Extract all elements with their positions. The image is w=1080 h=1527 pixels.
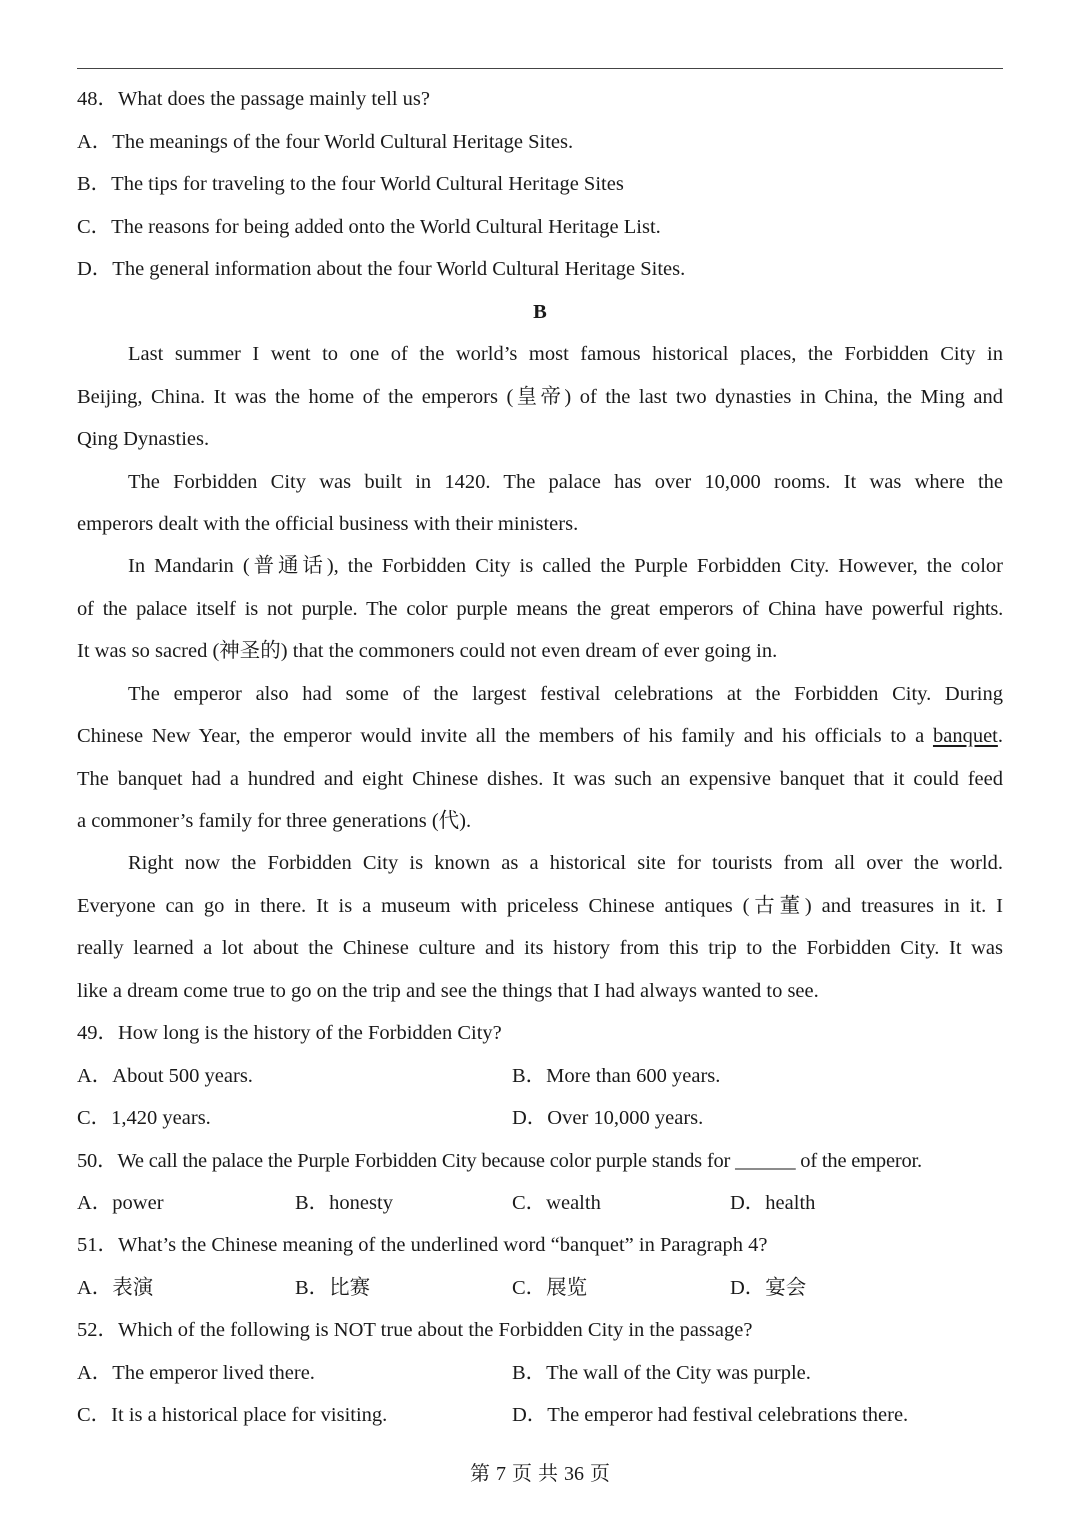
p4-line3: The banquet had a hundred and eight Chinese dishes. It was such an expensive banquet that it could feed: [77, 768, 1003, 790]
p3-line1: In Mandarin (普通话), the Forbidden City is called the Purple Forbidden City. However, the color: [128, 555, 1003, 577]
p4-line4: a commoner’s family for three generations (代).: [77, 810, 472, 832]
q48-option-d: D．The general information about the four World Cultural Heritage Sites.: [77, 258, 686, 280]
q52-stem: 52．Which of the following is NOT true about the Forbidden City in the passage?: [77, 1319, 753, 1341]
underlined-word-banquet: banquet: [932, 725, 998, 747]
footer-total-pages: 36: [564, 1463, 584, 1485]
p3-line3: It was so sacred (神圣的) that the commoners could not even dream of ever going in.: [77, 640, 778, 662]
q49-option-a: A．About 500 years.: [77, 1065, 253, 1087]
q51-option-c: C．展览: [512, 1277, 588, 1299]
q52-option-d: D．The emperor had festival celebrations there.: [512, 1404, 909, 1426]
p1-line2: Beijing, China. It was the home of the emperors (皇帝) of the last two dynasties in China, the Ming and: [77, 386, 1003, 408]
q50-option-d: D．health: [730, 1192, 816, 1214]
p5-line2: Everyone can go in there. It is a museum with priceless Chinese antiques (古董) and treasures in it. I: [77, 895, 1003, 917]
p5-line3: really learned a lot about the Chinese culture and its history from this trip to the Forbidden City. It was: [77, 937, 1003, 959]
q49-option-b: B．More than 600 years.: [512, 1065, 721, 1087]
q52-option-a: A．The emperor lived there.: [77, 1362, 315, 1384]
section-b-heading: B: [533, 301, 547, 323]
q52-option-c: C．It is a historical place for visiting.: [77, 1404, 388, 1426]
p4-line2-end: .: [997, 725, 1003, 747]
p4-line1: The emperor also had some of the largest festival celebrations at the Forbidden City. During: [128, 683, 1003, 705]
header-rule: [77, 68, 1003, 69]
p3-line2: of the palace itself is not purple. The color purple means the great emperors of China have powerful rights.: [77, 598, 1003, 620]
q48-option-b: B．The tips for traveling to the four World Cultural Heritage Sites: [77, 173, 624, 195]
footer-ye2: 页: [590, 1463, 610, 1485]
p1-line1: Last summer I went to one of the world’s most famous historical places, the Forbidden City in: [128, 343, 1003, 365]
footer-page-number: 7: [496, 1463, 506, 1485]
q48-stem: 48．What does the passage mainly tell us?: [77, 88, 430, 110]
q48-option-a: A．The meanings of the four World Cultural Heritage Sites.: [77, 131, 574, 153]
footer-gong: 共: [538, 1463, 558, 1485]
p5-line4: like a dream come true to go on the trip and see the things that I had always wanted to see.: [77, 980, 819, 1002]
footer-di: 第: [470, 1463, 490, 1485]
q50-stem: 50．We call the palace the Purple Forbidden City because color purple stands for ______ of the emperor.: [77, 1150, 922, 1172]
q49-option-d: D．Over 10,000 years.: [512, 1107, 704, 1129]
q49-stem: 49．How long is the history of the Forbidden City?: [77, 1022, 502, 1044]
p5-line1: Right now the Forbidden City is known as a historical site for tourists from all over the world.: [128, 852, 1003, 874]
p2-line1: The Forbidden City was built in 1420. The palace has over 10,000 rooms. It was where the: [128, 471, 1003, 493]
q52-option-b: B．The wall of the City was purple.: [512, 1362, 811, 1384]
p4-line2: [77, 721, 1003, 751]
q50-option-a: A．power: [77, 1192, 164, 1214]
page-footer: [0, 1459, 1080, 1489]
q51-stem: 51．What’s the Chinese meaning of the underlined word “banquet” in Paragraph 4?: [77, 1234, 768, 1256]
q51-option-d: D．宴会: [730, 1277, 807, 1299]
q51-option-a: A．表演: [77, 1277, 154, 1299]
p4-line2-text: Chinese New Year, the emperor would invite all the members of his family and his officials to a: [77, 725, 933, 747]
footer-ye: 页: [512, 1463, 532, 1485]
q50-option-c: C．wealth: [512, 1192, 601, 1214]
q48-option-c: C．The reasons for being added onto the World Cultural Heritage List.: [77, 216, 661, 238]
q51-option-b: B．比赛: [295, 1277, 371, 1299]
p1-line3: Qing Dynasties.: [77, 428, 210, 450]
q49-option-c: C．1,420 years.: [77, 1107, 211, 1129]
p2-line2: emperors dealt with the official business with their ministers.: [77, 513, 579, 535]
q50-option-b: B．honesty: [295, 1192, 393, 1214]
